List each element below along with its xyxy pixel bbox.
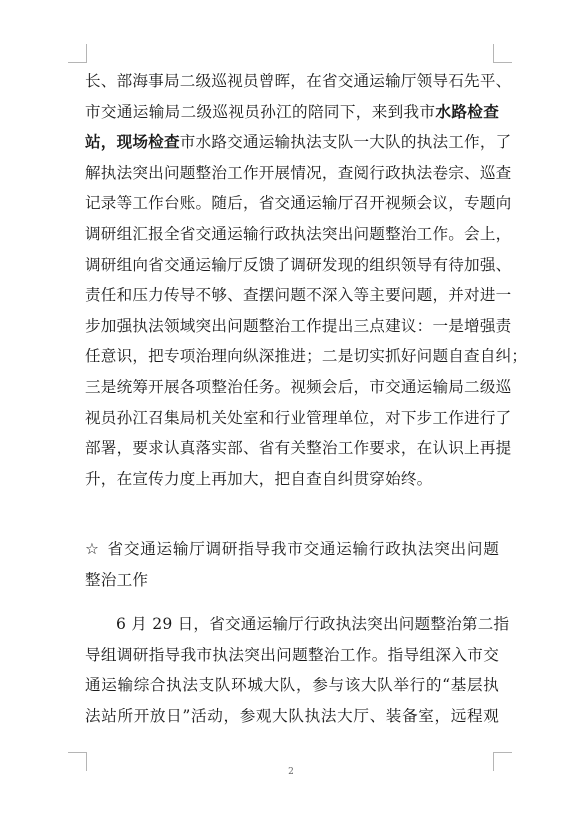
paragraph-line: 导组调研指导我市执法突出问题整治工作。指导组深入市交 — [85, 645, 499, 664]
paragraph-line: 通运输综合执法支队环城大队，参与该大队举行的“基层执 — [85, 676, 499, 695]
paragraph-line: 调研组向省交通运输厅反馈了调研发现的组织领导有待加强、 — [85, 255, 512, 274]
paragraph-line: 步加强执法领域突出问题整治工作提出三点建议：一是增强责 — [85, 316, 512, 335]
paragraph-inspection-summary — [85, 66, 528, 494]
paragraph-line: 解执法突出问题整治工作开展情况，查阅行政执法卷宗、巡查 — [85, 163, 512, 182]
paragraph-line: 部署，要求认真落实部、省有关整治工作要求，在认识上再提 — [85, 439, 512, 458]
line-text: 市水路交通运输执法支队一大队的执法工作，了 — [179, 133, 512, 152]
bold-text: 站，现场检查 — [85, 132, 180, 152]
heading-line: 整治工作 — [85, 570, 149, 589]
paragraph-line: 调研组汇报全省交通运输行政执法突出问题整治工作。会上， — [85, 224, 512, 243]
crop-mark-top-right — [493, 44, 512, 63]
bold-text: 水路检查 — [435, 101, 499, 121]
page-number: 2 — [288, 767, 294, 777]
paragraph-line: 视员孙江召集局机关处室和行业管理单位，对下步工作进行了 — [85, 408, 512, 427]
paragraph-line: 法站所开放日”活动，参观大队执法大厅、装备室，远程观 — [85, 706, 499, 725]
paragraph-line: 记录等工作台账。随后，省交通运输厅召开视频会议，专题向 — [85, 194, 512, 213]
heading-text: 省交通运输厅调研指导我市交通运输行政执法突出问题 — [107, 540, 499, 558]
paragraph-line: 三是统筹开展各项整治任务。视频会后，市交通运输局二级巡 — [85, 377, 512, 396]
star-icon: ☆ — [85, 540, 100, 558]
crop-mark-top-left — [68, 44, 87, 63]
paragraph-line: 任意识，把专项治理向纵深推进；二是切实抓好问题自查自纠； — [85, 347, 528, 366]
paragraph-line: 长、部海事局二级巡视员曾晖，在省交通运输厅领导石先平、 — [85, 72, 512, 90]
paragraph-line: 升，在宣传力度上再加大，把自查自纠贯穿始终。 — [85, 469, 433, 488]
line-text: 市交通运输局二级巡视员孙江的陪同下，来到我市 — [85, 102, 436, 121]
heading-line — [85, 534, 499, 565]
paragraph-line: 6 月 29 日，省交通运输厅行政执法突出问题整治第二指 — [116, 615, 510, 633]
paragraph-line — [85, 97, 499, 128]
paragraph-line: 责任和压力传导不够、查摆问题不深入等主要问题，并对进一 — [85, 286, 512, 305]
section-heading — [85, 534, 499, 595]
paragraph-line — [85, 127, 512, 158]
paragraph-guidance-visit — [85, 609, 510, 731]
